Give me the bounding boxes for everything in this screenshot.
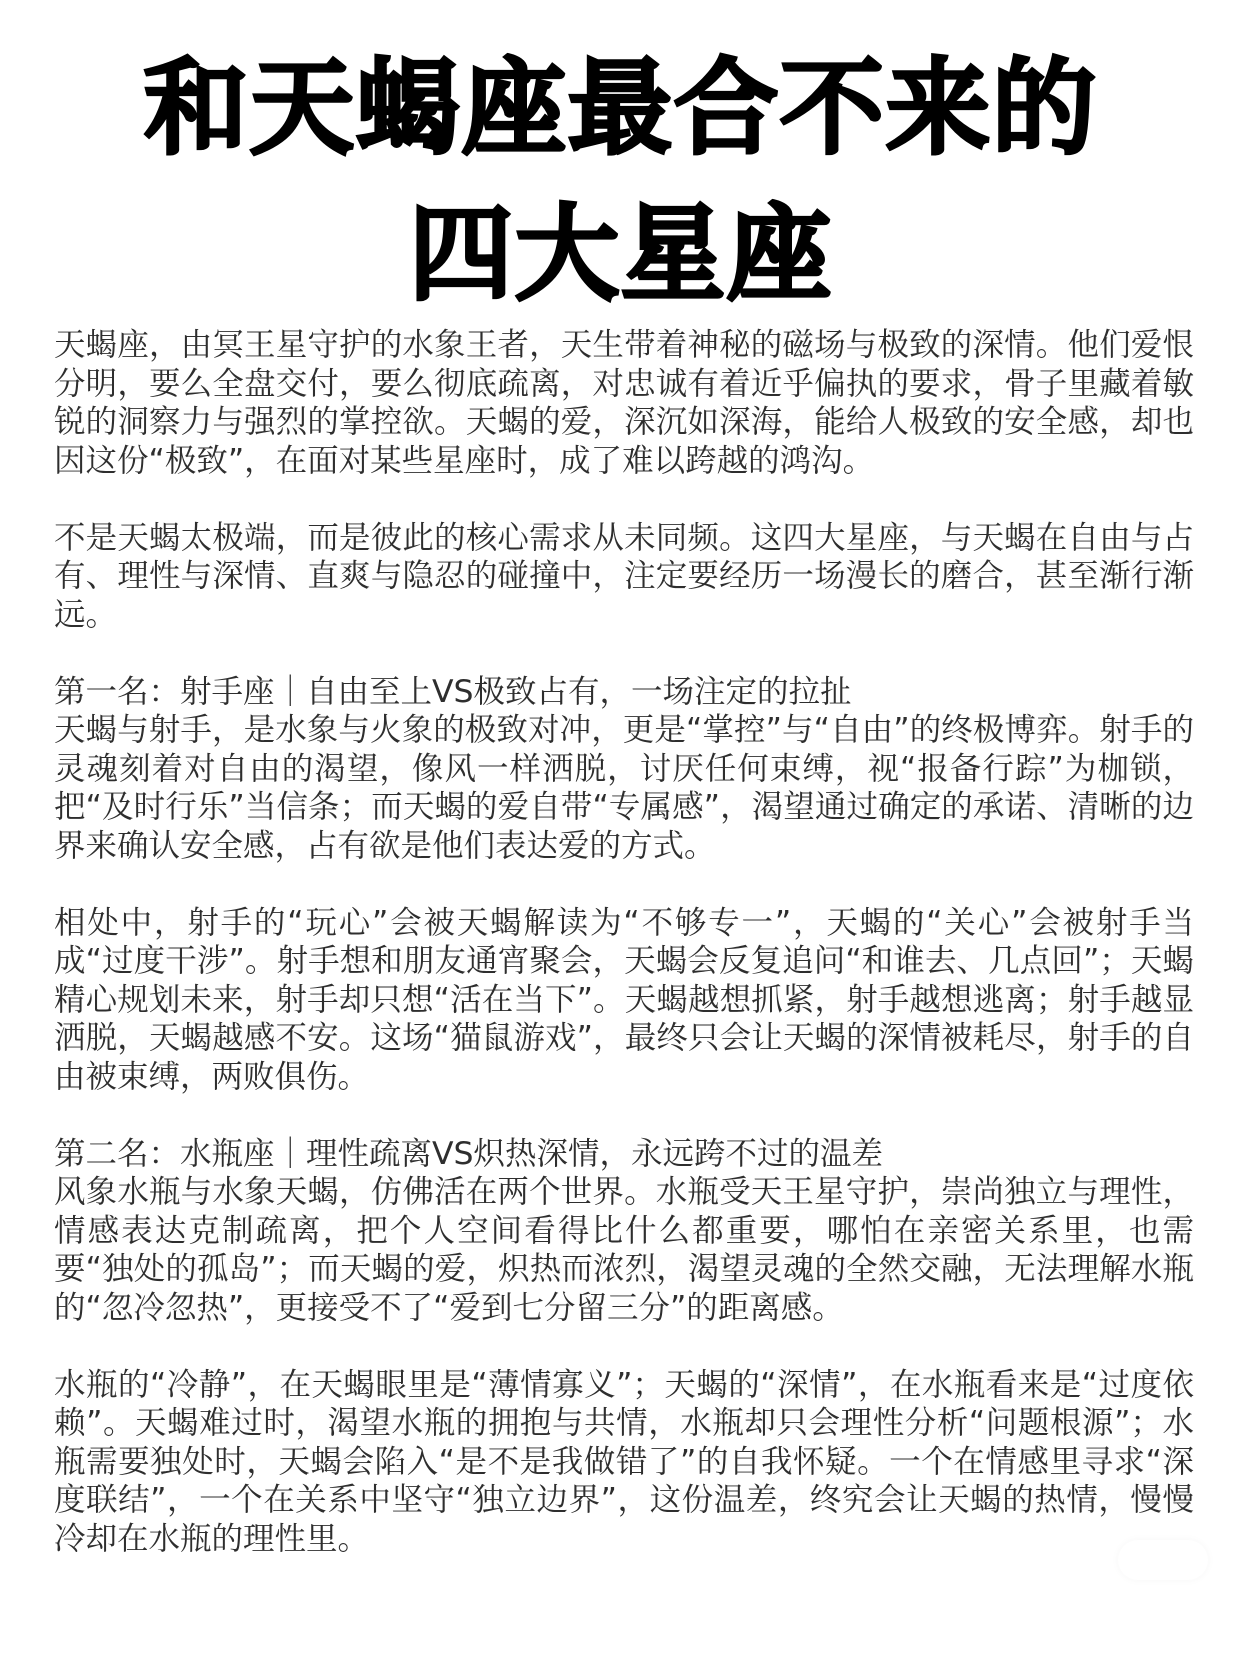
article-body (54, 326, 1194, 1597)
paragraph-intro (54, 326, 1194, 480)
section-heading: 第一名：射手座｜自由至上VS极致占有，一场注定的拉扯 (54, 673, 852, 710)
paragraph-text: 不是天蝎太极端，而是彼此的核心需求从未同频。这四大星座，与天蝎在自由与占有、理性与深情、直爽与隐忍的碰撞中，注定要经历一场漫长的磨合，甚至渐行渐远。 (54, 519, 1194, 633)
section-aquarius (54, 1135, 1194, 1328)
paragraph-sagittarius-detail (54, 904, 1194, 1097)
watermark-overlay (1118, 1540, 1208, 1580)
paragraph-summary (54, 519, 1194, 635)
section-sagittarius (54, 673, 1194, 866)
paragraph-text: 天蝎与射手，是水象与火象的极致对冲，更是“掌控”与“自由”的终极博弈。射手的灵魂刻着对自由的渴望，像风一样洒脱，讨厌任何束缚，视“报备行踪”为枷锁，把“及时行乐”当信条；而天蝎的爱自带“专属感”，渴望通过确定的承诺、清晰的边界来确认安全感，占有欲是他们表达爱的方式。 (54, 712, 1194, 864)
paragraph-text: 相处中，射手的“玩心”会被天蝎解读为“不够专一”，天蝎的“关心”会被射手当成“过度干涉”。射手想和朋友通宵聚会，天蝎会反复追问“和谁去、几点回”；天蝎精心规划未来，射手却只想“活在当下”。天蝎越想抓紧，射手越想逃离；射手越显洒脱，天蝎越感不安。这场“猫鼠游戏”，最终只会让天蝎的深情被耗尽，射手的自由被束缚，两败俱伤。 (54, 904, 1194, 1095)
title-line-2: 四大星座 (408, 193, 833, 315)
section-heading: 第二名：水瓶座｜理性疏离VS炽热深情，永远跨不过的温差 (54, 1135, 884, 1172)
paragraph-aquarius-detail (54, 1366, 1194, 1559)
paragraph-text: 水瓶的“冷静”，在天蝎眼里是“薄情寡义”；天蝎的“深情”，在水瓶看来是“过度依赖”。天蝎难过时，渴望水瓶的拥抱与共情，水瓶却只会理性分析“问题根源”；水瓶需要独处时，天蝎会陷入“是不是我做错了”的自我怀疑。一个在情感里寻求“深度联结”，一个在关系中坚守“独立边界”，这份温差，终究会让天蝎的热情，慢慢冷却在水瓶的理性里。 (54, 1366, 1194, 1557)
paragraph-text: 天蝎座，由冥王星守护的水象王者，天生带着神秘的磁场与极致的深情。他们爱恨分明，要么全盘交付，要么彻底疏离，对忠诚有着近乎偏执的要求，骨子里藏着敏锐的洞察力与强烈的掌控欲。天蝎的爱，深沉如深海，能给人极致的安全感，却也因这份“极致”，在面对某些星座时，成了难以跨越的鸿沟。 (54, 327, 1194, 479)
paragraph-text: 风象水瓶与水象天蝎，仿佛活在两个世界。水瓶受天王星守护，崇尚独立与理性，情感表达克制疏离，把个人空间看得比什么都重要，哪怕在亲密关系里，也需要“独处的孤岛”；而天蝎的爱，炽热而浓烈，渴望灵魂的全然交融，无法理解水瓶的“忽冷忽热”，更接受不了“爱到七分留三分”的距离感。 (54, 1174, 1194, 1326)
page-title (0, 38, 1242, 324)
title-line-1: 和天蝎座最合不来的 (143, 47, 1098, 169)
